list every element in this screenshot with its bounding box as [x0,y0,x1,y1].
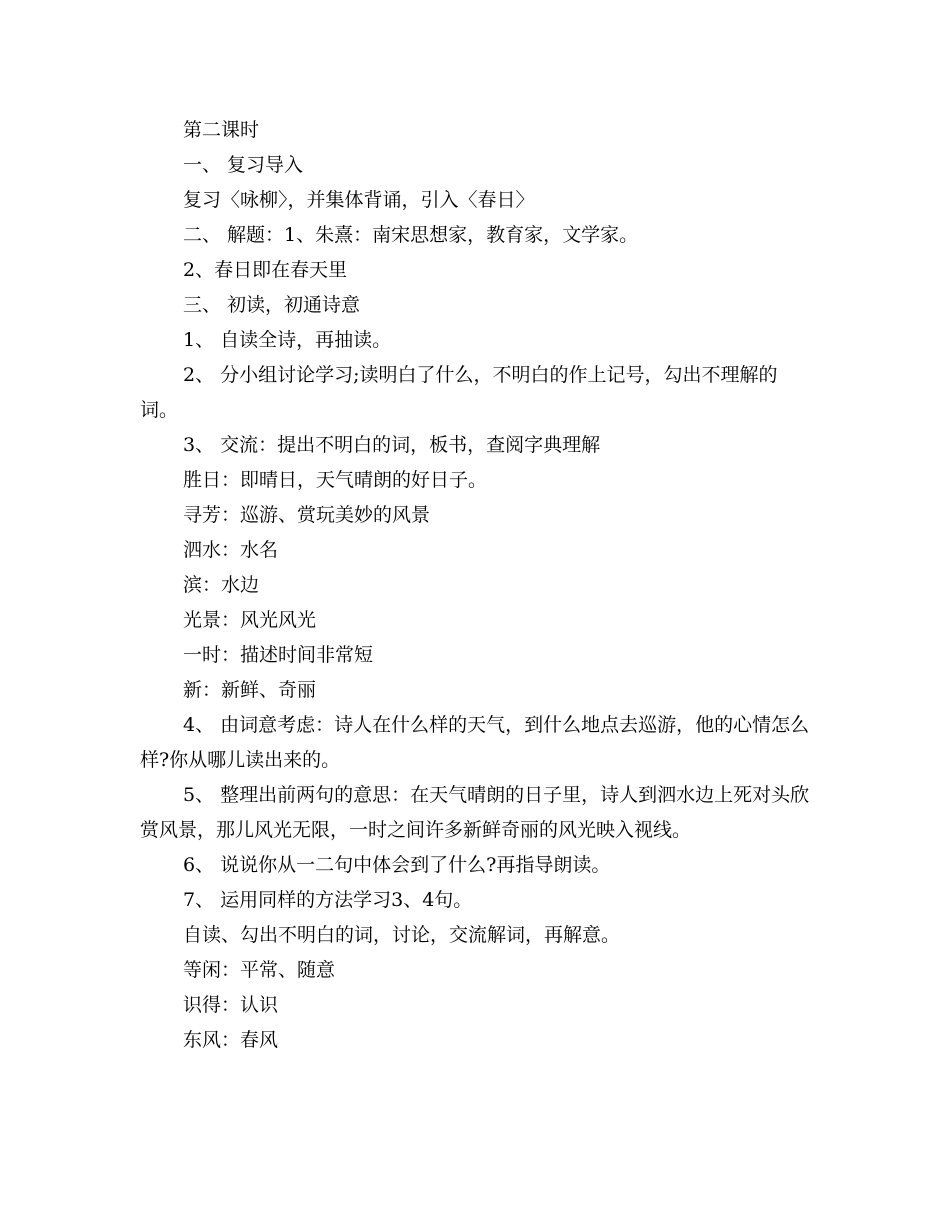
list-item: 6、 说说你从一二句中体会到了什么?再指导朗读。 [183,854,611,876]
section-heading-explain: 二、 解题：1、朱熹：南宋思想家，教育家，文学家。 [183,224,639,246]
glossary-entry: 寻芳：巡游、赏玩美妙的风景 [183,504,431,526]
list-item: 5、 整理出前两句的意思：在天气晴朗的日子里，诗人到泗水边上死对头欣赏风景，那儿风光无限，一时之间许多新鲜奇丽的风光映入视线。 [140,784,810,841]
list-item: 1、 自读全诗，再抽读。 [183,329,392,351]
glossary-entry: 滨：水边 [183,574,260,596]
section-heading-review: 一、 复习导入 [183,154,304,176]
paragraph-line: 复习〈咏柳〉，并集体背诵，引入〈春日〉 [183,189,535,211]
list-item: 4、 由词意考虑：诗人在什么样的天气，到什么地点去巡游，他的心情怎么样?你从哪儿读出来的。 [140,714,810,771]
section-heading-first-read: 三、 初读，初通诗意 [183,294,361,316]
glossary-entry: 泗水：水名 [183,539,279,561]
document-body [140,113,812,1058]
glossary-entry: 一时：描述时间非常短 [183,644,374,666]
lesson-heading: 第二课时 [183,119,260,141]
glossary-entry: 识得：认识 [183,994,279,1016]
glossary-entry: 等闲：平常、随意 [183,959,336,981]
glossary-entry: 东风：春风 [183,1029,279,1051]
paragraph-line: 2、春日即在春天里 [183,259,348,281]
list-item: 2、 分小组讨论学习;读明白了什么，不明白的作上记号，勾出不理解的词。 [140,364,778,421]
paragraph-line: 自读、勾出不明白的词，讨论，交流解词，再解意。 [183,924,621,946]
list-item: 3、 交流：提出不明白的词，板书，查阅字典理解 [183,434,601,456]
glossary-entry: 光景：风光风光 [183,609,317,631]
list-item: 7、 运用同样的方法学习3、4句。 [183,889,473,911]
glossary-entry: 胜日：即晴日，天气晴朗的好日子。 [183,469,488,491]
glossary-entry: 新：新鲜、奇丽 [183,679,317,701]
